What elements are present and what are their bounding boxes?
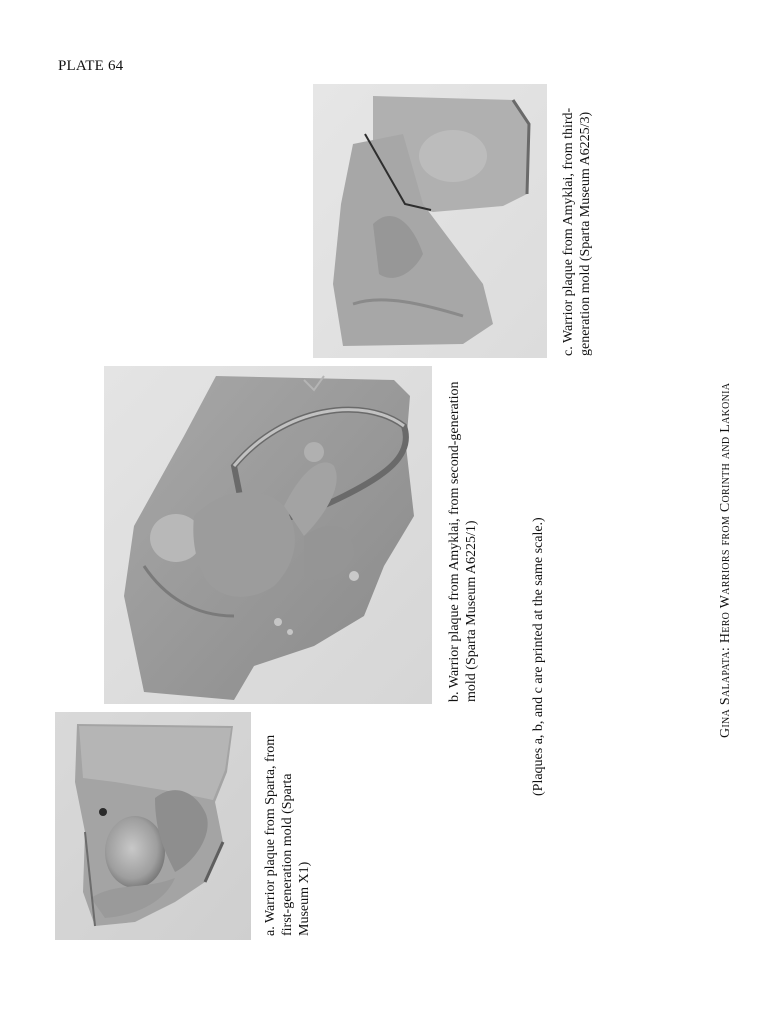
running-head: Gina Salapata: Hero Warriors from Corinth and Lakonia [718,382,733,738]
caption-c-line-2: generation mold (Sparta Museum A6225/3) [578,111,593,356]
caption-a-line-3: Museum X1) [297,861,312,936]
caption-a-line-2: first-generation mold (Sparta [280,773,295,936]
caption-b-line-2: mold (Sparta Museum A6225/1) [464,520,479,702]
caption-c-line-1: c. Warrior plaque from Amyklai, from third- [561,107,576,356]
scale-note-text: (Plaques a, b, and c are printed at the same scale.) [531,517,546,796]
plate-number: PLATE 64 [58,58,124,74]
photo-plaque-b [104,366,432,704]
scale-note [530,517,547,796]
photo-plaque-a [55,712,251,940]
caption-b-line-1: b. Warrior plaque from Amyklai, from second-generation [447,381,462,702]
caption-c [560,108,594,356]
caption-b [446,381,480,702]
caption-a-line-1: a. Warrior plaque from Sparta, from [263,734,278,936]
caption-a [262,735,313,936]
photo-plaque-c [313,84,547,358]
